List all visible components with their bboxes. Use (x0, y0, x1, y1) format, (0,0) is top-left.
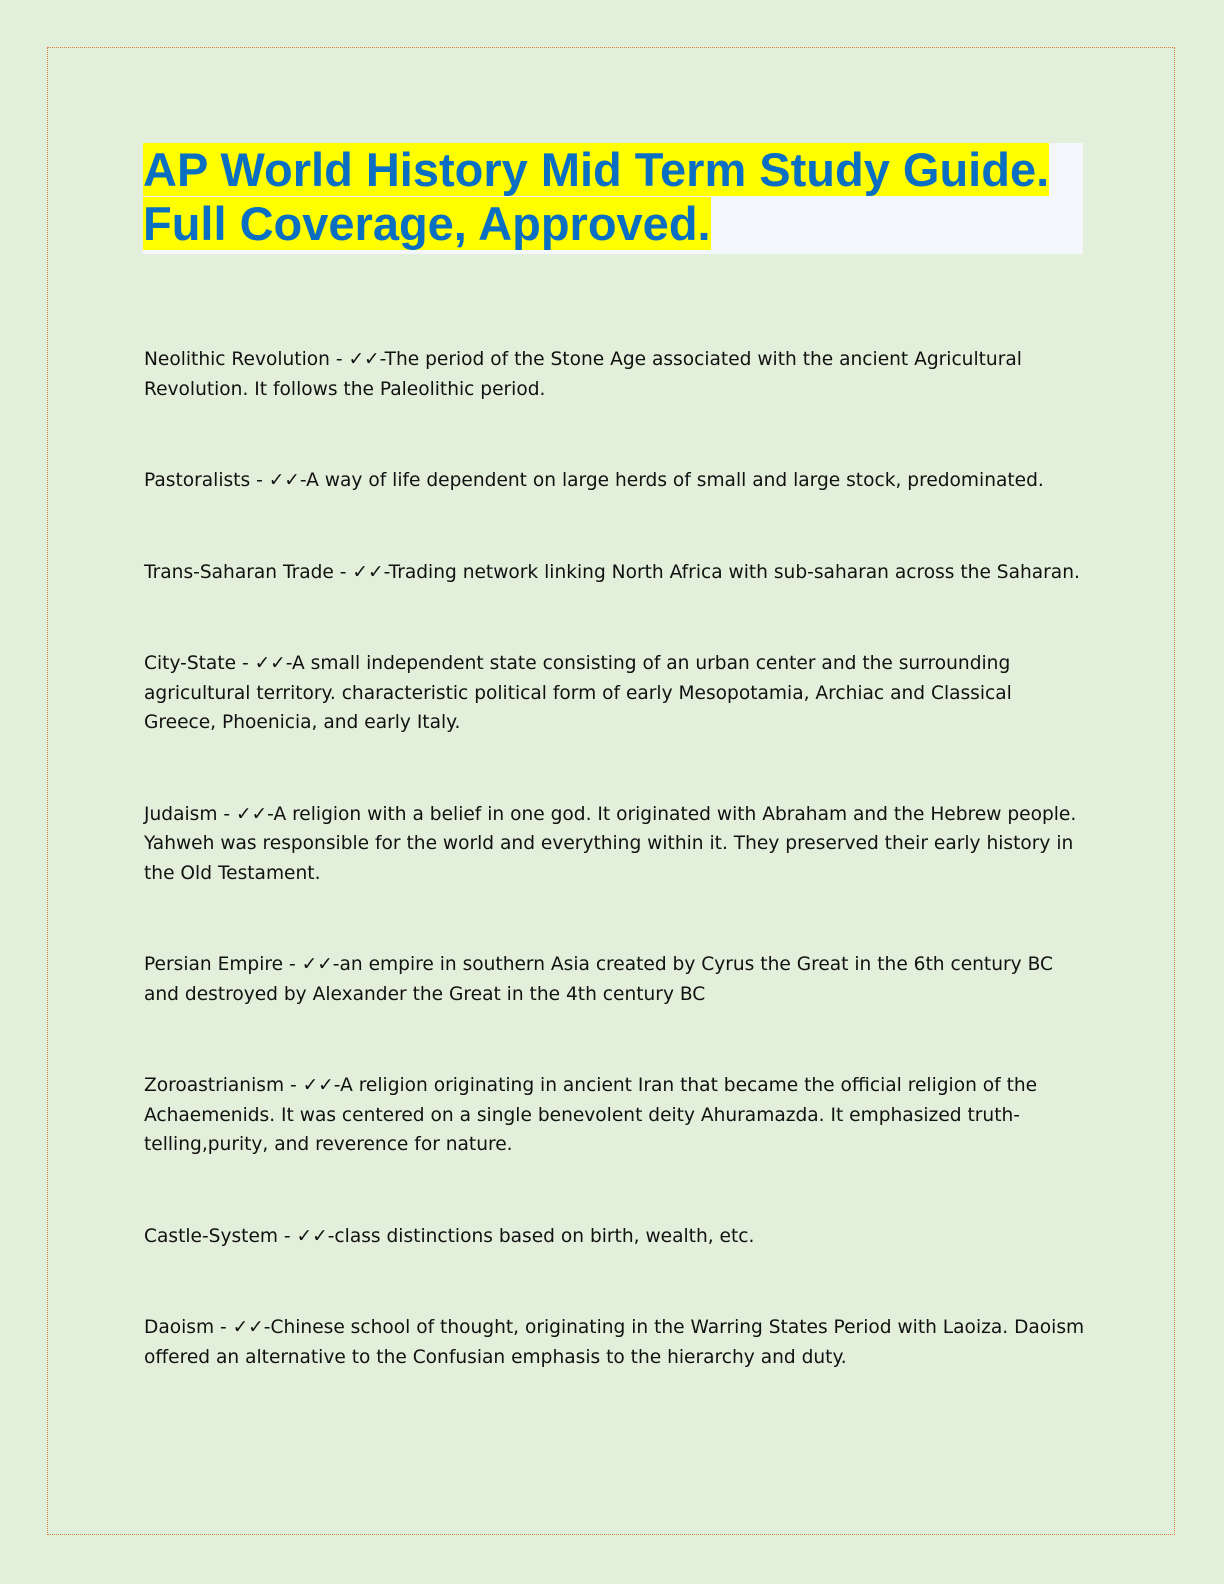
entry-definition: -A religion originating in ancient Iran that became the official religion of the Achaemenids. It was centered on a single benevolent deity Ahuramazda. It emphasized truth-telling,purity, and reverence for nature. (144, 1075, 1038, 1155)
entry-term: Zoroastrianism (144, 1075, 285, 1096)
entry-term: Trans-Saharan Trade (144, 561, 334, 583)
title-line-2: Full Coverage, Approved. (143, 197, 711, 250)
glossary-entry (144, 345, 1089, 404)
entry-term: Daoism (144, 1317, 215, 1338)
entry-term: Pastoralists (144, 470, 251, 491)
entry-definition: -A way of life dependent on large herds of small and large stock, predominated. (299, 470, 1044, 491)
entry-definition: -an empire in southern Asia created by Cyrus the Great in the 6th century BC and destroyed by Alexander the Great in the 4th century BC (144, 954, 1053, 1005)
title-line-1: AP World History Mid Term Study Guide. (143, 143, 1050, 196)
entry-definition: -A religion with a belief in one god. It originated with Abraham and the Hebrew people. Yahweh was responsible for the world and everything within it. They preserved their early history in the Old Testament. (144, 803, 1077, 884)
check-marks-icon: ✓✓ (302, 1075, 334, 1096)
entry-separator: - (284, 1075, 303, 1096)
document-title (143, 143, 1083, 254)
check-marks-icon: ✓✓ (254, 653, 286, 674)
glossary-list (144, 345, 1089, 1372)
glossary-entry (144, 558, 1089, 588)
check-marks-icon: ✓✓ (352, 561, 384, 583)
entry-definition: -Chinese school of thought, originating in the Warring States Period with Laoiza. Daoism offered an alternative to the Confusian emphasis to the hierarchy and duty. (144, 1317, 1085, 1368)
check-marks-icon: ✓✓ (268, 470, 300, 491)
glossary-entry (144, 649, 1089, 738)
check-marks-icon: ✓✓ (232, 1317, 264, 1338)
entry-separator: - (283, 954, 302, 975)
entry-term: Castle-System (144, 1225, 279, 1247)
entry-separator: - (329, 349, 349, 370)
check-marks-icon: ✓✓ (296, 1225, 328, 1247)
glossary-entry (144, 1222, 1089, 1252)
glossary-entry (144, 466, 1089, 496)
entry-separator: - (236, 653, 255, 674)
check-marks-icon: ✓✓ (348, 349, 380, 370)
entry-separator: - (217, 803, 236, 825)
entry-term: Neolithic Revolution (144, 349, 330, 370)
entry-term: City-State (144, 653, 237, 674)
glossary-entry (144, 800, 1089, 889)
entry-separator: - (333, 561, 353, 583)
entry-separator: - (250, 470, 269, 491)
entry-term: Persian Empire (144, 954, 284, 975)
entry-separator: - (214, 1317, 233, 1338)
entry-definition: -Trading network linking North Africa with sub-saharan across the Saharan. (383, 561, 1080, 583)
glossary-entry (144, 950, 1089, 1009)
check-marks-icon: ✓✓ (301, 954, 333, 975)
glossary-entry (144, 1071, 1089, 1160)
entry-term: Judaism (144, 803, 218, 825)
entry-definition: -A small independent state consisting of an urban center and the surrounding agricultural territory. characteristic political form of early Mesopotamia, Archiac and Classical Greece, Phoenicia, and early Italy. (144, 653, 1012, 733)
entry-definition: -class distinctions based on birth, wealth, etc. (327, 1225, 755, 1247)
entry-separator: - (278, 1225, 297, 1247)
check-marks-icon: ✓✓ (235, 803, 268, 825)
glossary-entry (144, 1313, 1089, 1372)
entry-definition: -The period of the Stone Age associated with the ancient Agricultural Revolution. It follows the Paleolithic period. (144, 349, 1022, 400)
